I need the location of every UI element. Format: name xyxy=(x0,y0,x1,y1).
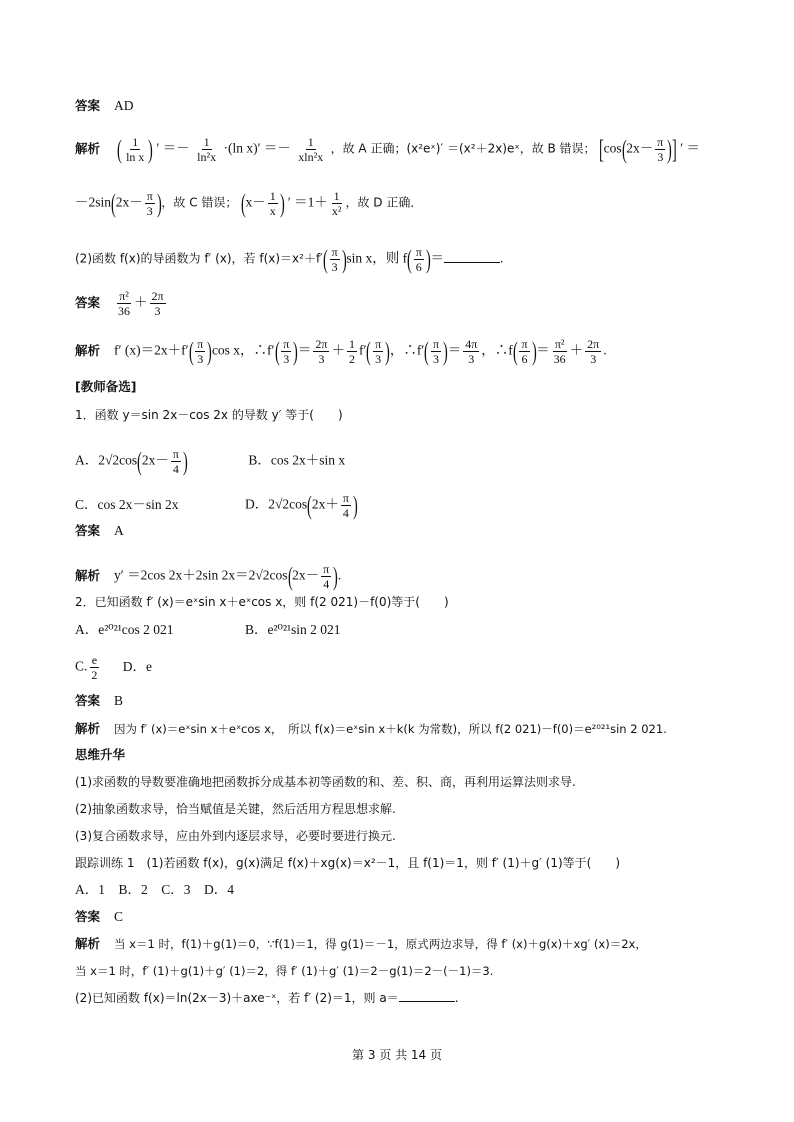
q1-analysis-line-2: －2sin(2x－ $\frac{\pi}{3}$ )，故 C 错误； (x－ $\frac{1}{x}$ ) ′ ＝1＋ $\frac{1}{\text{x²}}$ ，故 D 正确． xyxy=(75,188,423,218)
t2-stem: 2．已知函数 f′ (x)＝eˣsin x＋eˣcos x，则 f(2 021)－f(0)等于( ) xyxy=(75,595,449,609)
t1-options-ab: A．2√2cos(2x－ $\frac{\pi}{4}$ ) B．cos 2x＋sin x xyxy=(75,446,346,476)
practice-stem: 跟踪训练 1 (1)若函数 f(x)，g(x)满足 f(x)＋xg(x)＝x²－1，且 f(1)＝1，则 f′ (1)＋g′ (1)等于( ) xyxy=(75,856,621,870)
t1-options-cd: C．cos 2x－sin 2x D．2√2cos(2x＋ $\frac{\pi}{4}$ ) xyxy=(75,490,358,520)
frac-1-over-xln2x: $\frac{1}{\text{xln²x}}$ xyxy=(298,135,324,164)
practice-analysis-2: 当 x＝1 时，f′ (1)＋g(1)＋g′ (1)＝2，得 f′ (1)＋g′ (1)＝2－g(1)＝2－(－1)＝3. xyxy=(75,964,494,978)
answer-blank xyxy=(444,250,500,263)
q2-answer-line: 答案 $\frac{\text{π²}}{36}$ ＋ $\frac{2\pi}{3}$ xyxy=(75,289,164,318)
answer-blank xyxy=(399,989,455,1002)
q1-answer: AD xyxy=(114,98,134,113)
q1-answer-line xyxy=(75,96,754,116)
practice-q2: (2)已知函数 f(x)＝ln(2x－3)＋axe⁻ˣ，若 f′ (2)＝1，则 a＝ . xyxy=(75,991,459,1005)
summary-header: 思维升华 xyxy=(75,747,126,762)
frac-1-over-lnx: $\frac{1}{\text{ln x}}$ xyxy=(126,135,145,164)
frac-1-over-ln2x: $\frac{1}{\text{ln²x}}$ xyxy=(197,135,217,164)
t2-options-ab: A．e²⁰²¹cos 2 021 B．e²⁰²¹sin 2 021 xyxy=(75,622,341,637)
summary-3: (3)复合函数求导，应由外到内逐层求导，必要时要进行换元. xyxy=(75,829,396,843)
q2-stem: (2)函数 f(x)的导函数为 f′ (x)，若 f(x)＝x²＋f′( $\frac{\pi}{3}$ )sin x，则 f( $\frac{\pi}{6}$ )＝ . xyxy=(75,244,504,274)
t1-stem: 1．函数 y＝sin 2x－cos 2x 的导数 y′ 等于( ) xyxy=(75,408,343,422)
summary-2: (2)抽象函数求导，恰当赋值是关键，然后活用方程思想求解. xyxy=(75,802,396,816)
t1-answer-line: 答案 A xyxy=(75,523,124,538)
page-footer: 第 3 页 共 14 页 xyxy=(352,1048,442,1062)
analysis-label: 解析 xyxy=(75,140,101,156)
practice-answer-line: 答案 C xyxy=(75,909,124,924)
t2-analysis: 解析 因为 f′ (x)＝eˣsin x＋eˣcos x， 所以 f(x)＝eˣsin x＋k(k 为常数)，所以 f(2 021)－f(0)＝e²⁰²¹sin 2 021. xyxy=(75,721,667,736)
answer-label: 答案 xyxy=(75,98,101,113)
teacher-section-header: [教师备选] xyxy=(75,379,137,394)
q1-analysis-line-1: 解析 ( $\frac{1}{\text{ln x}}$ ) ′ ＝－ $\frac{1}{\text{ln²x}}$ ·(ln x)′ ＝－ $\frac{1}{\text{xln²x}}$ ，故 A 正确；(x²eˣ)′ ＝(x²＋2x)eˣ，故 B 错误； [cos(2x－ $\frac{\pi}{3}$ )] ′ ＝ xyxy=(75,134,700,164)
summary-1: (1)求函数的导数要准确地把函数拆分成基本初等函数的和、差、积、商，再利用运算法则求导. xyxy=(75,775,576,789)
q2-analysis: 解析 f′ (x)＝2x＋f′( $\frac{\pi}{3}$ )cos x，∴f′( $\frac{\pi}{3}$ )＝ $\frac{2\pi}{3}$ ＋ $\frac{1}{2}$ f′( $\frac{\pi}{3}$ )，∴f′( $\frac{\pi}{3}$ )＝ $\frac{4\pi}{3}$ ，∴f( $\frac{\pi}{6}$ )＝ $\frac{\text{π²}}{36}$ ＋ $\frac{2\pi}{3}$ . xyxy=(75,336,607,366)
practice-analysis-1: 解析 当 x＝1 时，f(1)＋g(1)＝0，∵f(1)＝1，得 g(1)＝－1，原式两边求导，得 f′ (x)＋g(x)＋xg′ (x)＝2x， xyxy=(75,936,647,951)
practice-options: A．1 B．2 C．3 D．4 xyxy=(75,882,235,897)
t2-options-cd: C. $\frac{e}{2}$ D．e xyxy=(75,653,153,682)
t2-answer-line: 答案 B xyxy=(75,693,124,708)
t1-analysis: 解析 y′ ＝2cos 2x＋2sin 2x＝2√2cos(2x－ $\frac{\pi}{4}$ ). xyxy=(75,561,342,591)
